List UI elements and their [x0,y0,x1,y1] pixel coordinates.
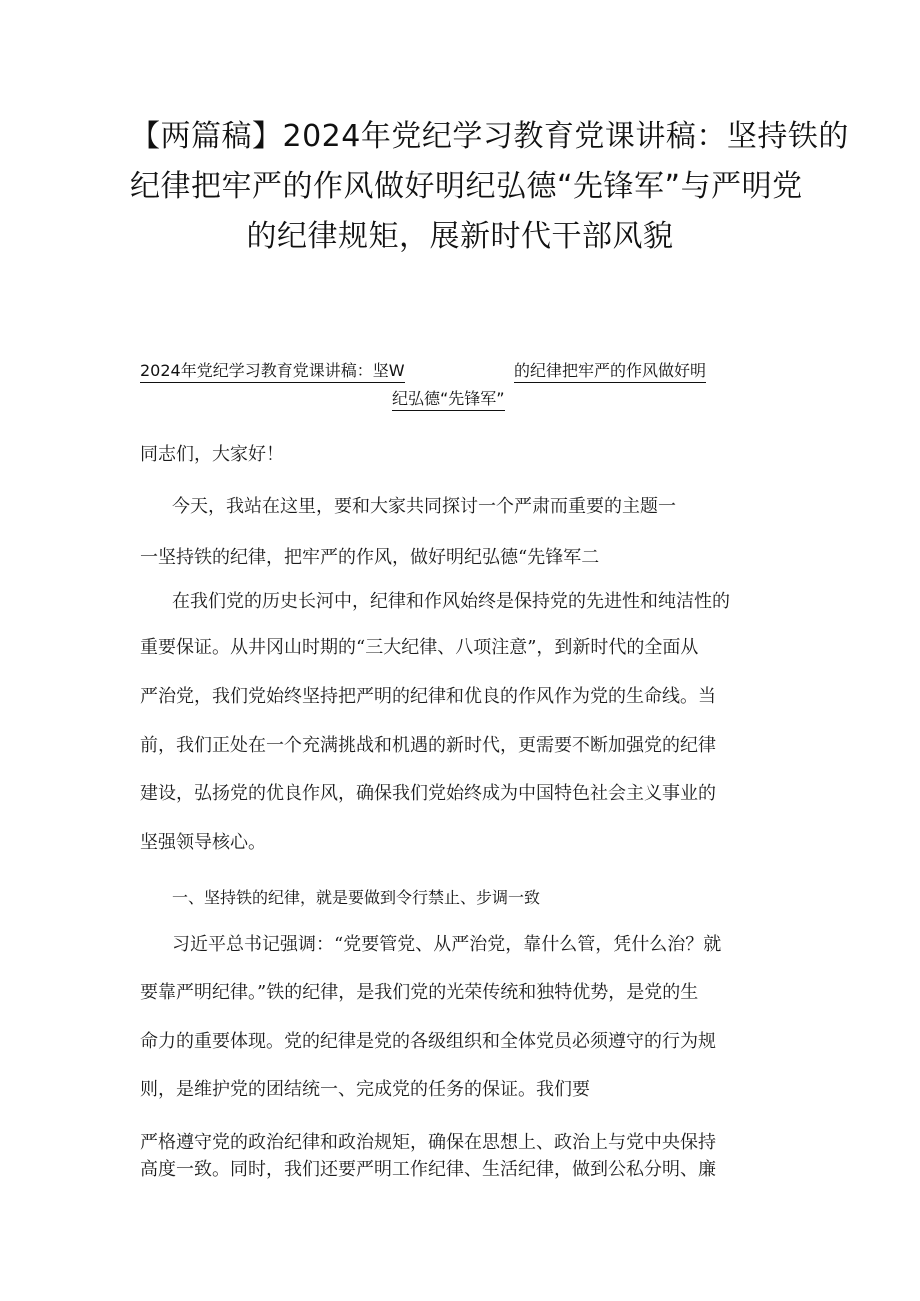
subtitle-part-c [392,386,505,411]
paragraph-line: 在我们党的历史长河中，纪律和作风始终是保持党的先进性和纯洁性的 [172,591,730,612]
paragraph-line: 严格遵守党的政治纪律和政治规矩，确保在思想上、政治上与党中央保持 [140,1132,716,1153]
paragraph-line: 前，我们正处在一个充满挑战和机遇的新时代，更需要不断加强党的纪律 [140,735,716,756]
title-line: 纪律把牢严的作风做好明纪弘德“先锋军”与严明党 [130,169,803,204]
paragraph-line: 习近平总书记强调：“党要管党、从严治党，靠什么管，凭什么治？就 [172,934,722,955]
paragraph-line: 建设，弘扬党的优良作风，确保我们党始终成为中国特色社会主义事业的 [140,783,716,804]
paragraph-line: 要靠严明纪律。”铁的纪律，是我们党的光荣传统和独特优势，是党的生 [140,982,699,1003]
subtitle-part-b [514,358,706,383]
paragraph-line: 坚强领导核心。 [140,832,266,853]
paragraph-line: 则，是维护党的团结统一、完成党的任务的保证。我们要 [140,1079,590,1100]
section-heading: 一、坚持铁的纪律，就是要做到令行禁止、步调一致 [172,888,541,907]
greeting: 同志们，大家好！ [140,444,284,465]
intro-line: 今天，我站在这里，要和大家共同探讨一个严肃而重要的主题一 [172,496,676,517]
paragraph-line: 命力的重要体现。党的纪律是党的各级组织和全体党员必须遵守的行为规 [140,1031,716,1052]
paragraph-line: 高度一致。同时，我们还要严明工作纪律、生活纪律，做到公私分明、廉 [140,1159,716,1180]
subtitle-part-b-text: 的纪律把牢严的作风做好明 [514,358,706,383]
paragraph-line: 重要保证。从井冈山时期的“三大纪律、八项注意”，到新时代的全面从 [140,637,699,658]
document-title [130,112,849,262]
subtitle-part-c-text: 纪弘德“先锋军” [392,386,505,411]
title-line: 的纪律规矩，展新时代干部风貌 [246,219,674,254]
paragraph-line: 严治党，我们党始终坚持把严明的纪律和优良的作风作为党的生命线。当 [140,686,716,707]
title-line: 【两篇稿】2024年党纪学习教育党课讲稿：坚持铁的 [130,119,849,154]
subtitle-part-a-text: 2024年党纪学习教育党课讲稿：坚W [140,358,405,383]
subtitle-part-a [140,358,405,383]
intro-line: 一坚持铁的纪律，把牢严的作风，做好明纪弘德“先锋军二 [140,547,600,568]
